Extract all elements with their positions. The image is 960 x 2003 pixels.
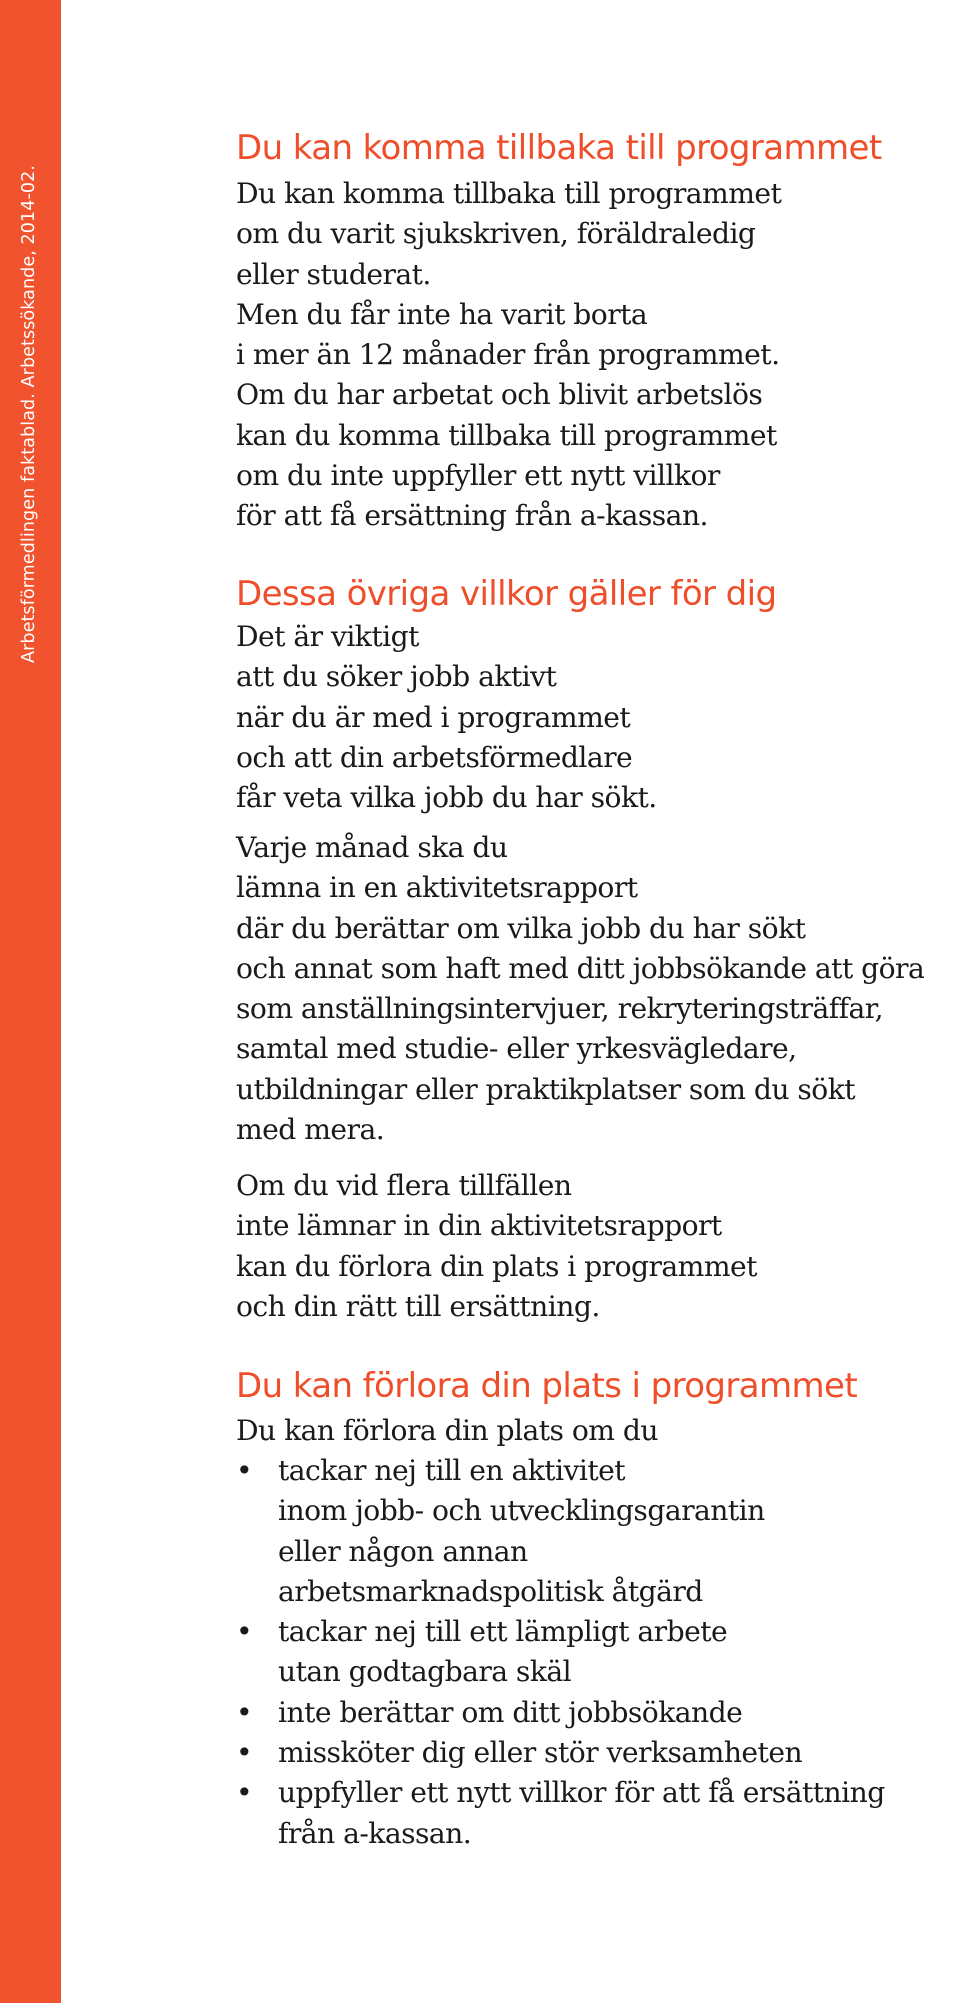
text-line: kan du komma tillbaka till programmet bbox=[236, 418, 777, 452]
text-line: om du varit sjukskriven, föräldraledig bbox=[236, 217, 756, 251]
text-line: där du berättar om vilka jobb du har sökt bbox=[236, 911, 806, 945]
text-line: inom jobb- och utvecklingsgarantin bbox=[278, 1494, 765, 1528]
bullet-icon: • bbox=[236, 1695, 253, 1729]
section-heading-lose-place: Du kan förlora din plats i programmet bbox=[236, 1366, 858, 1406]
text-line: att du söker jobb aktivt bbox=[236, 660, 557, 694]
list-item bbox=[236, 1612, 885, 1693]
text-line: missköter dig eller stör verksamheten bbox=[278, 1736, 803, 1770]
paragraph-lose-place-intro bbox=[236, 1411, 658, 1451]
section-heading-conditions: Dessa övriga villkor gäller för dig bbox=[236, 574, 777, 614]
sidebar-caption: Arbetsförmedlingen faktablad. Arbetssökande, 2014-02. bbox=[19, 164, 39, 663]
text-line: arbetsmarknadspolitisk åtgärd bbox=[278, 1574, 703, 1608]
text-line: från a-kassan. bbox=[278, 1816, 472, 1850]
text-line: och annat som haft med ditt jobbsökande att göra bbox=[236, 951, 925, 985]
sidebar-stripe bbox=[0, 0, 61, 2003]
text-line: i mer än 12 månader från programmet. bbox=[236, 338, 780, 372]
text-line: tackar nej till en aktivitet bbox=[278, 1454, 626, 1487]
text-line: när du är med i programmet bbox=[236, 700, 631, 734]
text-line: som anställningsintervjuer, rekryteringsträffar, bbox=[236, 992, 884, 1026]
text-line: och att din arbetsförmedlare bbox=[236, 740, 633, 774]
section-heading-return: Du kan komma tillbaka till programmet bbox=[236, 128, 882, 168]
text-line: för att få ersättning från a-kassan. bbox=[236, 499, 708, 533]
text-line: Du kan komma tillbaka till programmet bbox=[236, 177, 782, 210]
text-line: inte lämnar in din aktivitetsrapport bbox=[236, 1209, 722, 1243]
list-item bbox=[236, 1733, 885, 1773]
text-line: Det är viktigt bbox=[236, 620, 419, 653]
text-line: utan godtagbara skäl bbox=[278, 1655, 572, 1689]
text-line: samtal med studie- eller yrkesvägledare, bbox=[236, 1032, 797, 1066]
paragraph-conditions-1 bbox=[236, 617, 657, 818]
text-line: inte berättar om ditt jobbsökande bbox=[278, 1695, 743, 1729]
text-line: kan du förlora din plats i programmet bbox=[236, 1249, 757, 1283]
list-item bbox=[236, 1693, 885, 1733]
text-line: eller någon annan bbox=[278, 1534, 528, 1568]
text-line: tackar nej till ett lämpligt arbete bbox=[278, 1615, 728, 1649]
text-line: Om du har arbetat och blivit arbetslös bbox=[236, 378, 763, 412]
bullet-icon: • bbox=[236, 1776, 253, 1810]
list-item bbox=[236, 1451, 885, 1612]
text-line: utbildningar eller praktikplatser som du sökt bbox=[236, 1072, 856, 1106]
list-item bbox=[236, 1773, 885, 1854]
text-line: uppfyller ett nytt villkor för att få ersättning bbox=[278, 1776, 885, 1810]
paragraph-conditions-2 bbox=[236, 828, 924, 1150]
bullet-icon: • bbox=[236, 1615, 253, 1649]
text-line: får veta vilka jobb du har sökt. bbox=[236, 781, 657, 815]
bullet-list bbox=[236, 1451, 885, 1854]
paragraph-return bbox=[236, 174, 781, 537]
text-line: Men du får inte ha varit borta bbox=[236, 297, 648, 331]
bullet-icon: • bbox=[236, 1736, 253, 1770]
text-line: och din rätt till ersättning. bbox=[236, 1289, 600, 1323]
text-line: om du inte uppfyller ett nytt villkor bbox=[236, 459, 720, 493]
bullet-icon: • bbox=[236, 1454, 253, 1487]
text-line: med mera. bbox=[236, 1113, 385, 1147]
text-line: Varje månad ska du bbox=[236, 831, 508, 864]
text-line: Om du vid flera tillfällen bbox=[236, 1169, 572, 1202]
text-line: lämna in en aktivitetsrapport bbox=[236, 871, 638, 905]
text-line: eller studerat. bbox=[236, 257, 431, 291]
paragraph-conditions-3 bbox=[236, 1166, 757, 1327]
text-line: Du kan förlora din plats om du bbox=[236, 1414, 658, 1447]
